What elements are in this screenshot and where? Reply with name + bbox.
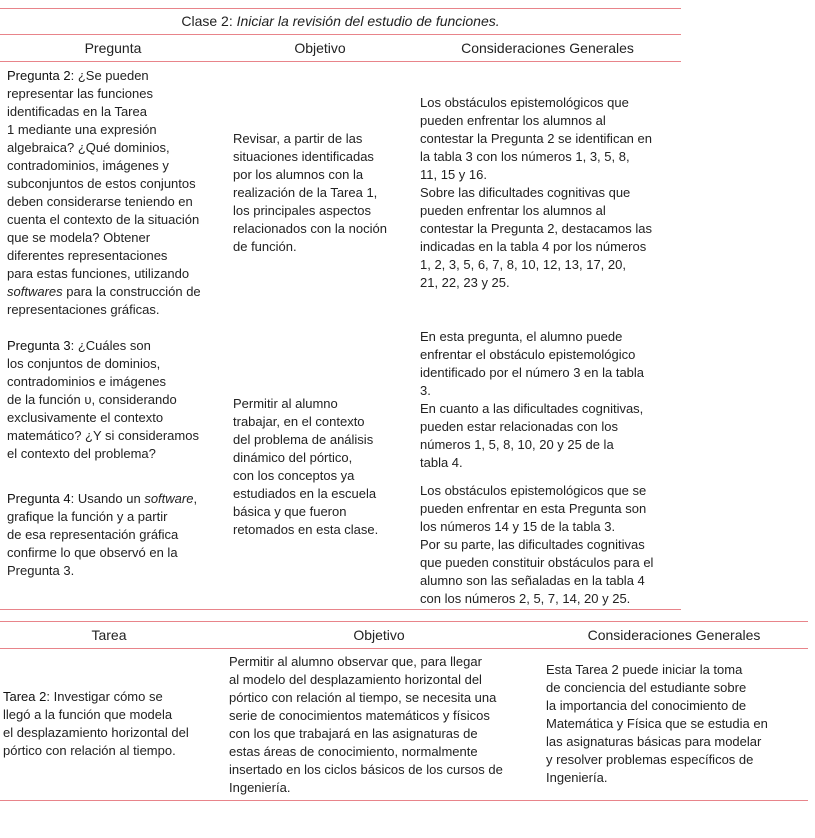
objetivo-2-line: estudiados en la escuela [233, 486, 377, 501]
consideraciones-tarea-text [546, 661, 768, 787]
tarea-2-line: llegó a la función que modela [3, 707, 173, 722]
consideraciones-4-line: alumno son las señaladas en la tabla 4 [420, 573, 645, 588]
pregunta-3-line: los conjuntos de dominios, [7, 356, 161, 371]
table1-title [0, 12, 681, 30]
objetivo-tarea-line: insertado en los ciclos básicos de los cursos de [229, 762, 503, 777]
table1-header-pregunta: Pregunta [84, 40, 142, 56]
consideraciones-tarea-line: las asignaturas básicas para modelar [546, 734, 762, 749]
pregunta-3-text [7, 337, 199, 463]
table1-title-rest: Iniciar la revisión del estudio de funciones. [236, 13, 500, 29]
consideraciones-1-text [420, 94, 652, 292]
pregunta-2-line: para estas funciones, utilizando [7, 266, 190, 281]
pregunta-2-line: contradominios, imágenes y [7, 158, 169, 173]
pregunta-2-label: Pregunta 2 [7, 68, 71, 83]
objetivo-tarea-text [229, 653, 503, 797]
softwares-word: softwares [7, 284, 63, 299]
objetivo-1-line: de función. [233, 239, 297, 254]
objetivo-2-line: Permitir al alumno [233, 396, 338, 411]
consideraciones-3-line: pueden estar relacionadas con los [420, 419, 619, 434]
objetivo-1-line: relacionados con la noción [233, 221, 387, 236]
consideraciones-1-line: Los obstáculos epistemológicos que [420, 95, 629, 110]
consideraciones-1-line: Sobre las dificultades cognitivas que [420, 185, 631, 200]
rule-table1-title-bottom [0, 34, 681, 35]
objetivo-2-line: dinámico del pórtico, [233, 450, 353, 465]
pregunta-3-line: matemático? ¿Y si consideramos [7, 428, 199, 443]
table2-header-consideraciones: Consideraciones Generales [587, 627, 761, 643]
rule-table2-header-bottom [0, 648, 808, 649]
consideraciones-1-line: la tabla 3 con los números 1, 3, 5, 8, [420, 149, 630, 164]
objetivo-tarea-line: pórtico con relación al tiempo, se necesita una [229, 690, 497, 705]
consideraciones-1-line: indicadas en la tabla 4 por los números [420, 239, 647, 254]
objetivo-2-line: retomados en esta clase. [233, 522, 379, 537]
tarea-2-label: Tarea 2 [3, 689, 47, 704]
pregunta-2-line: diferentes representaciones [7, 248, 168, 263]
objetivo-tarea-line: al modelo del desplazamiento horizontal del [229, 672, 482, 687]
pregunta-4-line: grafique la función y a partir [7, 509, 168, 524]
table1-header-consideraciones: Consideraciones Generales [461, 40, 634, 56]
consideraciones-3-line: identificado por el número 3 en la tabla [420, 365, 645, 380]
objetivo-1-line: realización de la Tarea 1, [233, 185, 378, 200]
software-word: software [144, 491, 194, 506]
objetivo-1-line: por los alumnos con la [233, 167, 364, 182]
pregunta-2-line: subconjuntos de estos conjuntos [7, 176, 196, 191]
rule-table1-header-bottom [0, 61, 681, 62]
objetivo-1-line: los principales aspectos [233, 203, 372, 218]
rule-table1-top [0, 8, 681, 9]
objetivo-tarea-line: Ingeniería. [229, 780, 291, 795]
rule-table2-bottom [0, 800, 808, 801]
pregunta-3-line: contradominios e imágenes [7, 374, 166, 389]
pregunta-3-label: Pregunta 3 [7, 338, 71, 353]
consideraciones-4-line: con los números 2, 5, 7, 14, 20 y 25. [420, 591, 631, 606]
pregunta-2-line: identificadas en la Tarea [7, 104, 147, 119]
pregunta-2-line: que se modela? Obtener [7, 230, 151, 245]
consideraciones-1-line: contestar la Pregunta 2 se identifican en [420, 131, 652, 146]
objetivo-1-line: situaciones identificadas [233, 149, 374, 164]
consideraciones-3-line: En cuanto a las dificultades cognitivas, [420, 401, 644, 416]
pregunta-2-text [7, 67, 201, 319]
tarea-2-line: Tarea 2: Investigar cómo se [3, 689, 163, 704]
table1-header-objetivo: Objetivo [294, 40, 346, 56]
consideraciones-3-text [420, 328, 644, 472]
consideraciones-tarea-line: Esta Tarea 2 puede iniciar la toma [546, 662, 743, 677]
objetivo-tarea-line: serie de conocimientos matemáticos y físicos [229, 708, 490, 723]
consideraciones-4-line: Por su parte, las dificultades cognitivas [420, 537, 645, 552]
pregunta-3-line: el contexto del problema? [7, 446, 156, 461]
consideraciones-3-line: En esta pregunta, el alumno puede [420, 329, 623, 344]
objetivo-tarea-line: con los que trabajará en las asignaturas de [229, 726, 478, 741]
consideraciones-tarea-line: Ingeniería. [546, 770, 608, 785]
consideraciones-tarea-line: la importancia del conocimiento de [546, 698, 747, 713]
objetivo-2-line: básica y que fueron [233, 504, 347, 519]
table1-title-lead: Clase 2: [181, 13, 233, 29]
consideraciones-4-line: pueden enfrentar en esta Pregunta son [420, 501, 647, 516]
consideraciones-3-line: números 1, 5, 8, 10, 20 y 25 de la [420, 437, 614, 452]
pregunta-2-line: 1 mediante una expresión [7, 122, 157, 137]
pregunta-4-line: Pregunta 4: Usando un software, [7, 491, 198, 506]
consideraciones-4-line: Los obstáculos epistemológicos que se [420, 483, 647, 498]
consideraciones-1-line: 11, 15 y 16. [420, 167, 487, 182]
consideraciones-1-line: pueden enfrentar los alumnos al [420, 113, 606, 128]
pregunta-2-line: cuenta el contexto de la situación [7, 212, 200, 227]
pregunta-4-line: de esa representación gráfica [7, 527, 179, 542]
consideraciones-tarea-line: de conciencia del estudiante sobre [546, 680, 747, 695]
consideraciones-3-line: 3. [420, 383, 431, 398]
consideraciones-4-text [420, 482, 653, 608]
objetivo-tarea-line: Permitir al alumno observar que, para llegar [229, 654, 482, 669]
pregunta-2-line: Pregunta 2: ¿Se pueden [7, 68, 149, 83]
consideraciones-3-line: tabla 4. [420, 455, 463, 470]
consideraciones-1-line: 21, 22, 23 y 25. [420, 275, 510, 290]
rule-table2-top [0, 621, 808, 622]
pregunta-2-line: representaciones gráficas. [7, 302, 160, 317]
objetivo-2-line: del problema de análisis [233, 432, 374, 447]
table2-header-objetivo: Objetivo [353, 627, 405, 643]
consideraciones-1-line: contestar la Pregunta 2, destacamos las [420, 221, 652, 236]
table2-header-tarea: Tarea [91, 627, 127, 643]
tarea-2-text [3, 688, 189, 760]
objetivo-2-line: trabajar, en el contexto [233, 414, 365, 429]
tarea-2-line: el desplazamiento horizontal del [3, 725, 189, 740]
objetivo-1-text [233, 130, 387, 256]
pregunta-4-line: Pregunta 3. [7, 563, 75, 578]
consideraciones-3-line: enfrentar el obstáculo epistemológico [420, 347, 636, 362]
consideraciones-1-line: 1, 2, 3, 5, 6, 7, 8, 10, 12, 13, 17, 20, [420, 257, 626, 272]
pregunta-4-label: Pregunta 4 [7, 491, 71, 506]
pregunta-4-text [7, 490, 197, 580]
tarea-2-line: pórtico con relación al tiempo. [3, 743, 176, 758]
consideraciones-4-line: que pueden constituir obstáculos para el [420, 555, 654, 570]
objetivo-tarea-line: estas áreas de conocimiento, normalmente [229, 744, 478, 759]
pregunta-2-line: softwares para la construcción de [7, 284, 201, 299]
consideraciones-tarea-line: y resolver problemas específicos de [546, 752, 754, 767]
rule-table1-bottom [0, 609, 681, 610]
pregunta-2-line: algebraica? ¿Qué dominios, [7, 140, 170, 155]
objetivo-2-text [233, 395, 378, 539]
pregunta-3-line: Pregunta 3: ¿Cuáles son [7, 338, 151, 353]
pregunta-2-line: deben considerarse teniendo en [7, 194, 193, 209]
pregunta-4-line: confirme lo que observó en la [7, 545, 178, 560]
objetivo-2-line: con los conceptos ya [233, 468, 355, 483]
pregunta-3-line: de la función υ, considerando [7, 392, 177, 407]
consideraciones-1-line: pueden enfrentar los alumnos al [420, 203, 606, 218]
pregunta-3-line: exclusivamente el contexto [7, 410, 164, 425]
pregunta-2-line: representar las funciones [7, 86, 153, 101]
consideraciones-tarea-line: Matemática y Física que se estudia en [546, 716, 768, 731]
objetivo-1-line: Revisar, a partir de las [233, 131, 363, 146]
consideraciones-4-line: los números 14 y 15 de la tabla 3. [420, 519, 616, 534]
